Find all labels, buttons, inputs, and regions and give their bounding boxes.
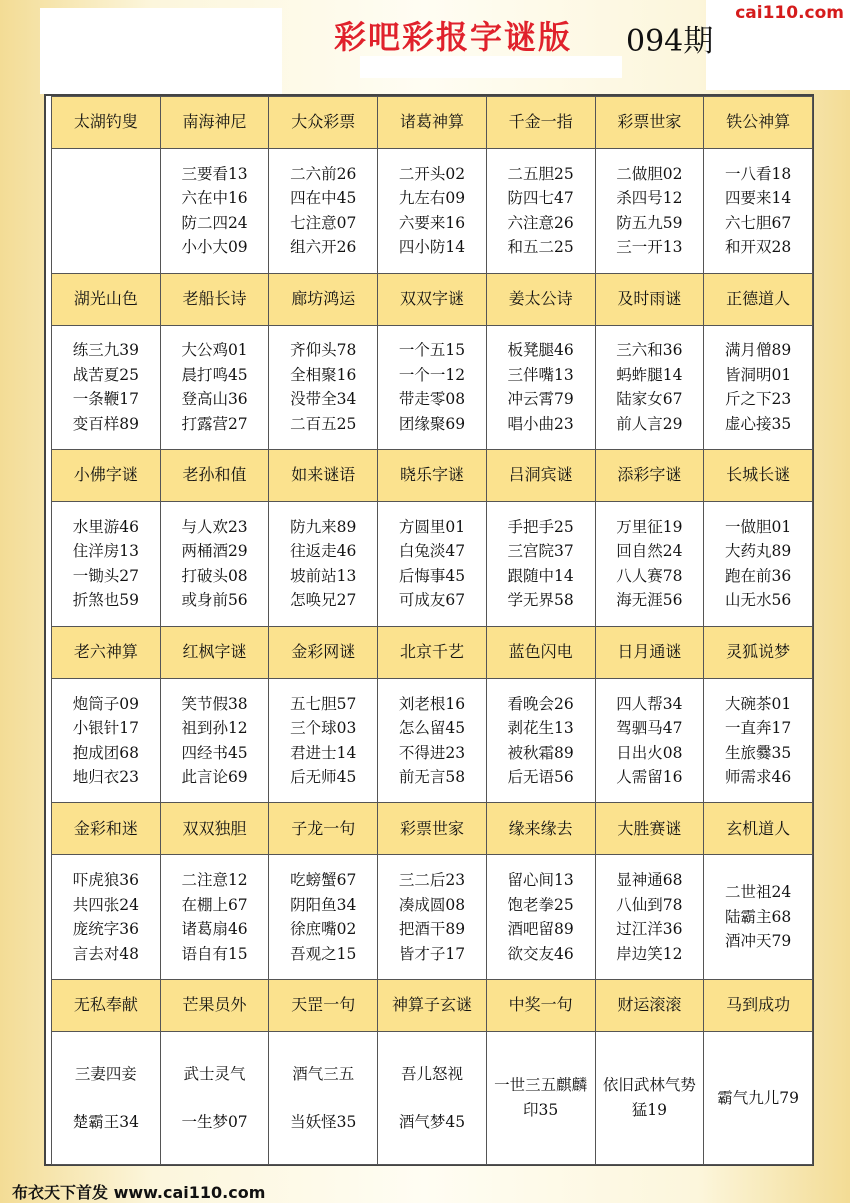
column-header: 玄机道人 bbox=[704, 803, 813, 855]
column-header: 正德道人 bbox=[704, 273, 813, 325]
prediction-line: 徐庶嘴02 bbox=[290, 920, 357, 939]
prediction-line: 祖到孙12 bbox=[181, 719, 248, 738]
prediction-line: 猛19 bbox=[631, 1100, 667, 1119]
prediction-line: 或身前56 bbox=[181, 591, 248, 610]
column-header: 大胜赛谜 bbox=[595, 803, 704, 855]
prediction-line: 回自然24 bbox=[616, 542, 683, 561]
prediction-line: 语自有15 bbox=[181, 944, 248, 963]
prediction-cell bbox=[378, 855, 487, 980]
prediction-cell bbox=[269, 855, 378, 980]
blank-subtitle-box bbox=[360, 56, 622, 78]
prediction-line: 六注意26 bbox=[507, 213, 574, 232]
prediction-line: 二世祖24 bbox=[724, 883, 792, 902]
prediction-cell bbox=[160, 855, 269, 980]
prediction-line: 印35 bbox=[523, 1100, 559, 1119]
column-header: 铁公神算 bbox=[704, 97, 813, 149]
prediction-line: 和开双28 bbox=[724, 238, 792, 257]
prediction-line: 皆才子17 bbox=[398, 944, 466, 963]
prediction-line: 楚霸王34 bbox=[72, 1112, 139, 1131]
prediction-line: 四人帮34 bbox=[616, 694, 683, 713]
prediction-line: 跟随中14 bbox=[507, 566, 574, 585]
prediction-line: 二六前26 bbox=[290, 164, 357, 183]
column-header: 吕洞宾谜 bbox=[486, 450, 595, 502]
prediction-line: 生旅爨35 bbox=[724, 743, 792, 762]
prediction-line: 打破头08 bbox=[181, 566, 248, 585]
prediction-line: 跑在前36 bbox=[724, 566, 792, 585]
column-header: 老船长诗 bbox=[160, 273, 269, 325]
prediction-line: 后悔事45 bbox=[398, 566, 466, 585]
prediction-line: 学无界58 bbox=[507, 591, 574, 610]
prediction-line: 全相聚16 bbox=[290, 365, 357, 384]
prediction-line: 唱小曲23 bbox=[507, 414, 574, 433]
prediction-line: 一条鞭17 bbox=[72, 390, 139, 409]
prediction-cell bbox=[486, 678, 595, 803]
prediction-line: 冲云霄79 bbox=[507, 390, 574, 409]
prediction-row bbox=[52, 325, 813, 450]
prediction-line: 大公鸡01 bbox=[181, 341, 248, 360]
prediction-line: 驾驷马47 bbox=[616, 719, 683, 738]
column-header: 金彩和迷 bbox=[52, 803, 161, 855]
prediction-line: 三要看13 bbox=[181, 164, 248, 183]
column-header: 小佛字谜 bbox=[52, 450, 161, 502]
column-header: 马到成功 bbox=[704, 979, 813, 1031]
prediction-cell bbox=[378, 148, 487, 273]
prediction-line: 战苦夏25 bbox=[72, 365, 139, 384]
prediction-line: 诸葛扇46 bbox=[181, 920, 248, 939]
header-row bbox=[52, 626, 813, 678]
prediction-line: 三二后23 bbox=[398, 871, 466, 890]
prediction-line: 留心间13 bbox=[507, 871, 574, 890]
prediction-line: 晨打鸣45 bbox=[181, 365, 248, 384]
prediction-line: 三伴嘴13 bbox=[507, 365, 574, 384]
prediction-line: 一直奔17 bbox=[724, 719, 792, 738]
prediction-line: 手把手25 bbox=[507, 517, 574, 536]
column-header: 彩票世家 bbox=[378, 803, 487, 855]
prediction-cell bbox=[486, 148, 595, 273]
prediction-line: 刘老根16 bbox=[398, 694, 466, 713]
prediction-line: 日出火08 bbox=[616, 743, 683, 762]
prediction-line: 水里游46 bbox=[72, 517, 139, 536]
prediction-line: 一个五15 bbox=[398, 341, 466, 360]
prediction-cell bbox=[52, 1031, 161, 1164]
column-header: 老孙和值 bbox=[160, 450, 269, 502]
column-header: 天罡一句 bbox=[269, 979, 378, 1031]
prediction-line: 没带全34 bbox=[290, 390, 357, 409]
prediction-cell bbox=[160, 148, 269, 273]
column-header: 无私奉献 bbox=[52, 979, 161, 1031]
prediction-line: 白兔淡47 bbox=[398, 542, 466, 561]
prediction-line: 三个球03 bbox=[290, 719, 357, 738]
prediction-cell bbox=[269, 325, 378, 450]
prediction-line: 言去对48 bbox=[72, 944, 139, 963]
prediction-row bbox=[52, 148, 813, 273]
prediction-line: 组六开26 bbox=[290, 238, 357, 257]
prediction-line: 方圆里01 bbox=[398, 517, 466, 536]
prediction-line: 酒气三五 bbox=[292, 1064, 355, 1083]
column-header: 中奖一句 bbox=[486, 979, 595, 1031]
prediction-line: 一锄头27 bbox=[72, 566, 139, 585]
prediction-line: 一八看18 bbox=[724, 164, 792, 183]
prediction-cell bbox=[704, 855, 813, 980]
column-header: 灵狐说梦 bbox=[704, 626, 813, 678]
prediction-cell bbox=[704, 325, 813, 450]
prediction-line: 当妖怪35 bbox=[290, 1112, 357, 1131]
prediction-row bbox=[52, 1031, 813, 1164]
prediction-line: 前无言58 bbox=[398, 768, 466, 787]
prediction-line: 齐仰头78 bbox=[290, 341, 357, 360]
prediction-line: 不得进23 bbox=[398, 743, 466, 762]
prediction-line: 陆家女67 bbox=[616, 390, 683, 409]
column-header: 姜太公诗 bbox=[486, 273, 595, 325]
prediction-cell bbox=[378, 678, 487, 803]
prediction-line: 显神通68 bbox=[616, 871, 683, 890]
column-header: 红枫字谜 bbox=[160, 626, 269, 678]
prediction-line: 庞统字36 bbox=[72, 920, 139, 939]
prediction-line: 五七胆57 bbox=[290, 694, 357, 713]
prediction-line: 三妻四妾 bbox=[74, 1064, 137, 1083]
column-header: 彩票世家 bbox=[595, 97, 704, 149]
column-header: 缘来缘去 bbox=[486, 803, 595, 855]
riddle-grid bbox=[51, 96, 813, 1165]
prediction-line: 变百样89 bbox=[72, 414, 139, 433]
prediction-line: 霸气九儿79 bbox=[717, 1088, 799, 1107]
column-header: 长城长谜 bbox=[704, 450, 813, 502]
column-header: 双双独胆 bbox=[160, 803, 269, 855]
column-header: 子龙一句 bbox=[269, 803, 378, 855]
prediction-line: 饱老拳25 bbox=[507, 895, 574, 914]
prediction-line: 吾观之15 bbox=[290, 944, 357, 963]
prediction-line: 看晚会26 bbox=[507, 694, 574, 713]
prediction-cell bbox=[595, 148, 704, 273]
prediction-cell bbox=[378, 325, 487, 450]
column-header: 日月通谜 bbox=[595, 626, 704, 678]
prediction-line: 一做胆01 bbox=[724, 517, 792, 536]
prediction-line: 师需求46 bbox=[724, 768, 792, 787]
prediction-cell bbox=[52, 855, 161, 980]
prediction-line: 和五二25 bbox=[507, 238, 574, 257]
column-header: 财运滚滚 bbox=[595, 979, 704, 1031]
column-header: 大众彩票 bbox=[269, 97, 378, 149]
prediction-line: 万里征19 bbox=[616, 517, 683, 536]
prediction-cell bbox=[52, 325, 161, 450]
column-header: 及时雨谜 bbox=[595, 273, 704, 325]
header-row bbox=[52, 803, 813, 855]
column-header: 如来谜语 bbox=[269, 450, 378, 502]
prediction-line: 剥花生13 bbox=[507, 719, 574, 738]
prediction-line: 过江洋36 bbox=[616, 920, 683, 939]
prediction-line: 武士灵气 bbox=[183, 1064, 246, 1083]
prediction-cell bbox=[704, 1031, 813, 1164]
prediction-row bbox=[52, 678, 813, 803]
prediction-line: 四经书45 bbox=[181, 743, 248, 762]
prediction-line: 大药丸89 bbox=[724, 542, 792, 561]
prediction-cell bbox=[704, 148, 813, 273]
prediction-line: 登高山36 bbox=[181, 390, 248, 409]
prediction-line: 七注意07 bbox=[290, 213, 357, 232]
prediction-line: 把酒干89 bbox=[398, 920, 466, 939]
prediction-line: 山无水56 bbox=[724, 591, 792, 610]
header-row bbox=[52, 97, 813, 149]
prediction-line: 六七胆67 bbox=[724, 213, 792, 232]
prediction-line: 酒气梦45 bbox=[398, 1112, 466, 1131]
prediction-cell bbox=[486, 325, 595, 450]
prediction-cell bbox=[704, 502, 813, 627]
prediction-line: 后无师45 bbox=[290, 768, 357, 787]
prediction-line: 此言论69 bbox=[181, 768, 248, 787]
prediction-line: 打露营27 bbox=[181, 414, 248, 433]
prediction-line: 住洋房13 bbox=[72, 542, 139, 561]
column-header: 老六神算 bbox=[52, 626, 161, 678]
prediction-line: 防九来89 bbox=[290, 517, 357, 536]
column-header: 晓乐字谜 bbox=[378, 450, 487, 502]
footer-credit: 布衣天下首发 www.cai110.com bbox=[12, 1183, 266, 1202]
prediction-line: 前人言29 bbox=[616, 414, 683, 433]
prediction-line: 吃螃蟹67 bbox=[290, 871, 357, 890]
prediction-line: 一个一12 bbox=[398, 365, 466, 384]
prediction-cell bbox=[378, 502, 487, 627]
prediction-cell bbox=[52, 148, 161, 273]
prediction-line: 满月僧89 bbox=[724, 341, 792, 360]
prediction-line: 可成友67 bbox=[398, 591, 466, 610]
prediction-cell bbox=[160, 325, 269, 450]
prediction-row bbox=[52, 855, 813, 980]
column-header: 添彩字谜 bbox=[595, 450, 704, 502]
prediction-line: 人需留16 bbox=[616, 768, 683, 787]
prediction-line: 怎么留45 bbox=[398, 719, 466, 738]
column-header: 金彩网谜 bbox=[269, 626, 378, 678]
column-header: 廊坊鸿运 bbox=[269, 273, 378, 325]
header-row bbox=[52, 979, 813, 1031]
prediction-cell bbox=[160, 502, 269, 627]
prediction-cell bbox=[269, 678, 378, 803]
page-title: 彩吧彩报字谜版 bbox=[334, 18, 573, 56]
prediction-line: 三宫院37 bbox=[507, 542, 574, 561]
prediction-line: 阴阳鱼34 bbox=[290, 895, 357, 914]
prediction-cell bbox=[595, 678, 704, 803]
prediction-line: 陆霸主68 bbox=[724, 907, 792, 926]
prediction-cell bbox=[269, 148, 378, 273]
prediction-line: 防二四24 bbox=[181, 213, 248, 232]
column-header: 芒果员外 bbox=[160, 979, 269, 1031]
prediction-line: 往返走46 bbox=[290, 542, 357, 561]
prediction-cell bbox=[269, 1031, 378, 1164]
prediction-line: 炮筒子09 bbox=[72, 694, 139, 713]
prediction-line: 八仙到78 bbox=[616, 895, 683, 914]
prediction-cell bbox=[160, 678, 269, 803]
prediction-cell bbox=[595, 325, 704, 450]
prediction-line: 海无涯56 bbox=[616, 591, 683, 610]
prediction-line: 抱成团68 bbox=[72, 743, 139, 762]
prediction-line: 蚂蚱腿14 bbox=[616, 365, 683, 384]
site-logo[interactable]: cai110.com bbox=[735, 3, 844, 23]
column-header: 千金一指 bbox=[486, 97, 595, 149]
prediction-line: 一世三五麒麟 bbox=[494, 1076, 588, 1095]
column-header: 湖光山色 bbox=[52, 273, 161, 325]
prediction-line: 在棚上67 bbox=[181, 895, 248, 914]
prediction-line: 欲交友46 bbox=[507, 944, 574, 963]
prediction-line: 依旧武林气势 bbox=[602, 1076, 696, 1095]
prediction-line: 九左右09 bbox=[398, 189, 466, 208]
prediction-line: 小小大09 bbox=[181, 238, 248, 257]
prediction-cell bbox=[160, 1031, 269, 1164]
column-header: 蓝色闪电 bbox=[486, 626, 595, 678]
prediction-row bbox=[52, 502, 813, 627]
prediction-cell bbox=[486, 855, 595, 980]
prediction-line: 笑节假38 bbox=[181, 694, 248, 713]
prediction-line: 君进士14 bbox=[290, 743, 357, 762]
prediction-line: 八人赛78 bbox=[616, 566, 683, 585]
prediction-cell bbox=[486, 1031, 595, 1164]
prediction-cell bbox=[378, 1031, 487, 1164]
blank-label-box bbox=[40, 8, 282, 94]
prediction-line: 防五九59 bbox=[616, 213, 683, 232]
prediction-line: 三六和36 bbox=[616, 341, 683, 360]
prediction-line: 二五胆25 bbox=[507, 164, 574, 183]
prediction-line: 酒冲天79 bbox=[724, 932, 792, 951]
prediction-line: 共四张24 bbox=[72, 895, 139, 914]
prediction-line: 一生梦07 bbox=[181, 1112, 248, 1131]
prediction-line: 折煞也59 bbox=[72, 591, 139, 610]
column-header: 南海神尼 bbox=[160, 97, 269, 149]
prediction-line: 被秋霜89 bbox=[507, 743, 574, 762]
prediction-cell bbox=[704, 678, 813, 803]
column-header: 太湖钓叟 bbox=[52, 97, 161, 149]
prediction-line: 酒吧留89 bbox=[507, 920, 574, 939]
prediction-line: 二百五25 bbox=[290, 414, 357, 433]
prediction-line: 带走零08 bbox=[398, 390, 466, 409]
prediction-line: 六要来16 bbox=[398, 213, 466, 232]
prediction-line: 与人欢23 bbox=[181, 517, 248, 536]
prediction-line: 吓虎狼36 bbox=[72, 871, 139, 890]
prediction-cell bbox=[52, 678, 161, 803]
header-row bbox=[52, 450, 813, 502]
prediction-line: 四小防14 bbox=[398, 238, 466, 257]
prediction-line: 凑成圆08 bbox=[398, 895, 466, 914]
prediction-line: 吾儿怒视 bbox=[400, 1064, 463, 1083]
prediction-line: 斤之下23 bbox=[724, 390, 792, 409]
column-header: 神算子玄谜 bbox=[378, 979, 487, 1031]
column-header: 北京千艺 bbox=[378, 626, 487, 678]
prediction-line: 大碗茶01 bbox=[724, 694, 792, 713]
prediction-line: 二开头02 bbox=[398, 164, 466, 183]
prediction-cell bbox=[595, 502, 704, 627]
prediction-cell bbox=[595, 1031, 704, 1164]
prediction-line: 三一开13 bbox=[616, 238, 683, 257]
prediction-cell bbox=[595, 855, 704, 980]
prediction-line: 四在中45 bbox=[290, 189, 357, 208]
issue-number: 094期 bbox=[626, 24, 714, 59]
prediction-line: 虚心接35 bbox=[724, 414, 792, 433]
prediction-cell bbox=[52, 502, 161, 627]
prediction-line: 杀四号12 bbox=[616, 189, 683, 208]
prediction-line: 二做胆02 bbox=[616, 164, 683, 183]
prediction-line: 二注意12 bbox=[181, 871, 248, 890]
header-row bbox=[52, 273, 813, 325]
prediction-line: 坡前站13 bbox=[290, 566, 357, 585]
column-header: 诸葛神算 bbox=[378, 97, 487, 149]
prediction-line: 岸边笑12 bbox=[616, 944, 683, 963]
prediction-line: 后无语56 bbox=[507, 768, 574, 787]
prediction-line: 小银针17 bbox=[72, 719, 139, 738]
prediction-line: 四要来14 bbox=[724, 189, 792, 208]
prediction-line: 皆洞明01 bbox=[724, 365, 792, 384]
prediction-line: 练三九39 bbox=[72, 341, 139, 360]
prediction-line: 地归衣23 bbox=[72, 768, 139, 787]
prediction-cell bbox=[269, 502, 378, 627]
prediction-line: 板凳腿46 bbox=[507, 341, 574, 360]
prediction-line: 两桶酒29 bbox=[181, 542, 248, 561]
prediction-line: 六在中16 bbox=[181, 189, 248, 208]
prediction-line: 防四七47 bbox=[507, 189, 574, 208]
column-header: 双双字谜 bbox=[378, 273, 487, 325]
prediction-cell bbox=[486, 502, 595, 627]
prediction-line: 团缘聚69 bbox=[398, 414, 466, 433]
prediction-line: 怎唤兄27 bbox=[290, 591, 357, 610]
